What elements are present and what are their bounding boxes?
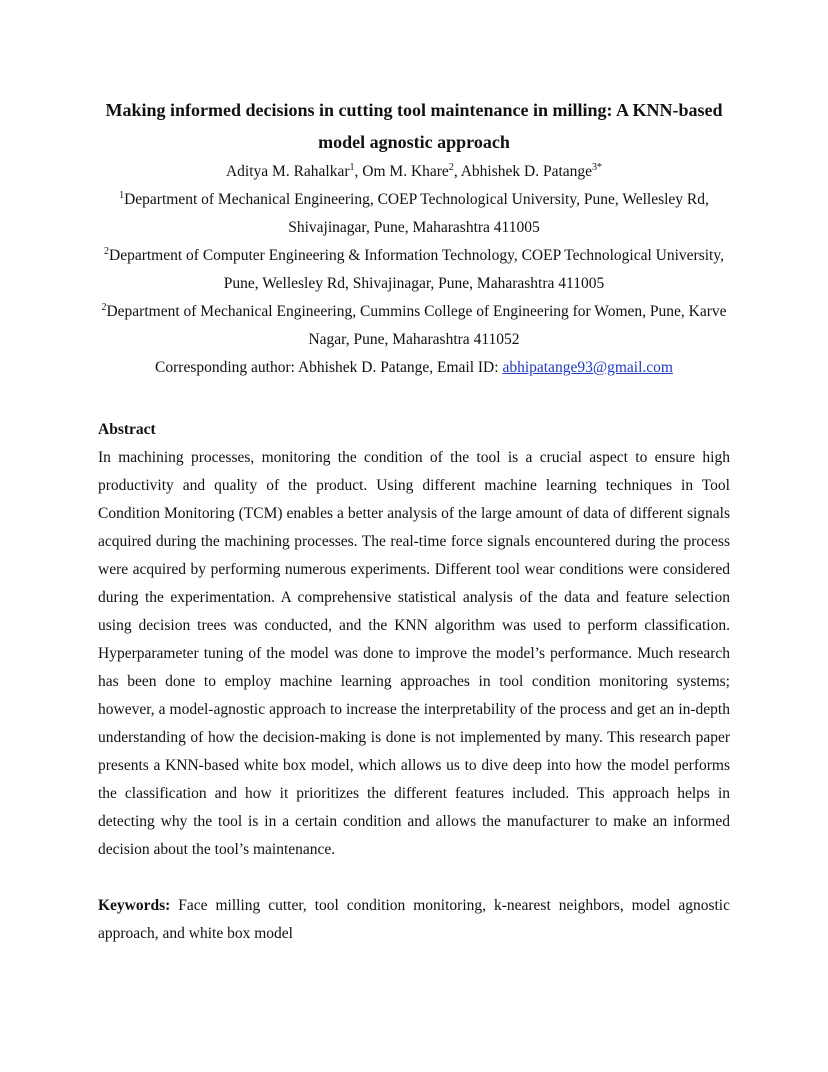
abstract-text: In machining processes, monitoring the condition of the tool is a crucial aspect to ensure high productivity and quality of the product. Using different machine learning techniques in Tool Condition Monitoring (TCM) enables a better analysis of the large amount of data of different signals acquired during the machining processes. The real-time force signals encountered during the process were acquired by performing numerous experiments. Different tool wear conditions were considered during the experimentation. A comprehensive statistical analysis of the data and feature selection using decision trees was conducted, and the KNN algorithm was used to perform classification. Hyperparameter tuning of the model was done to improve the model’s performance. Much research has been done to employ machine learning approaches in tool condition monitoring systems; however, a model-agnostic approach to increase the interpretability of the process and get an in-depth understanding of how the decision-making is done is not implemented by many. This research paper presents a KNN-based white box model, which allows us to dive deep into how the model performs the classification and how it prioritizes the different features included. This approach helps in detecting why the tool is in a certain condition and allows the manufacturer to make an informed decision about the tool’s maintenance. bbox=[98, 449, 730, 858]
keywords-text: Face milling cutter, tool condition monitoring, k-nearest neighbors, model agnostic approach, and white box model bbox=[98, 897, 730, 942]
keywords bbox=[98, 892, 730, 948]
affiliation-mark: 2 bbox=[101, 301, 107, 313]
affiliation-mark: 2 bbox=[104, 245, 110, 257]
corresponding-author bbox=[98, 354, 730, 382]
affiliation-text: Department of Mechanical Engineering, COEP Technological University, Pune, Wellesley Rd, Shivajinagar, Pune, Maharashtra 411005 bbox=[124, 191, 709, 236]
author-mark: 1 bbox=[349, 161, 355, 173]
author-name: Abhishek D. Patange bbox=[460, 163, 593, 180]
affiliation-mark: 1 bbox=[119, 189, 125, 201]
author-separator: , bbox=[453, 163, 461, 180]
corresponding-label: Corresponding author: Abhishek D. Patange, Email ID: bbox=[155, 359, 503, 376]
abstract-heading: Abstract bbox=[98, 421, 156, 438]
paper-title: Making informed decisions in cutting tool maintenance in milling: A KNN-based model agnostic approach bbox=[105, 100, 723, 152]
author-list bbox=[98, 158, 730, 186]
keywords-label: Keywords: bbox=[98, 897, 171, 914]
author-name: Om M. Khare bbox=[362, 163, 449, 180]
affiliation-text: Department of Computer Engineering & Information Technology, COEP Technological University, Pune, Wellesley Rd, Shivajinagar, Pune, Maharashtra 411005 bbox=[109, 247, 724, 292]
affiliation bbox=[98, 242, 730, 298]
author-name: Aditya M. Rahalkar bbox=[225, 163, 350, 180]
affiliation-text: Department of Mechanical Engineering, Cummins College of Engineering for Women, Pune, Karve Nagar, Pune, Maharashtra 411052 bbox=[106, 303, 727, 348]
email-link[interactable]: abhipatange93@gmail.com bbox=[502, 359, 673, 376]
author-mark: 3* bbox=[592, 161, 603, 173]
affiliation bbox=[98, 298, 730, 354]
author-mark: 2 bbox=[448, 161, 454, 173]
author-separator: , bbox=[354, 163, 363, 180]
affiliation bbox=[98, 186, 730, 242]
